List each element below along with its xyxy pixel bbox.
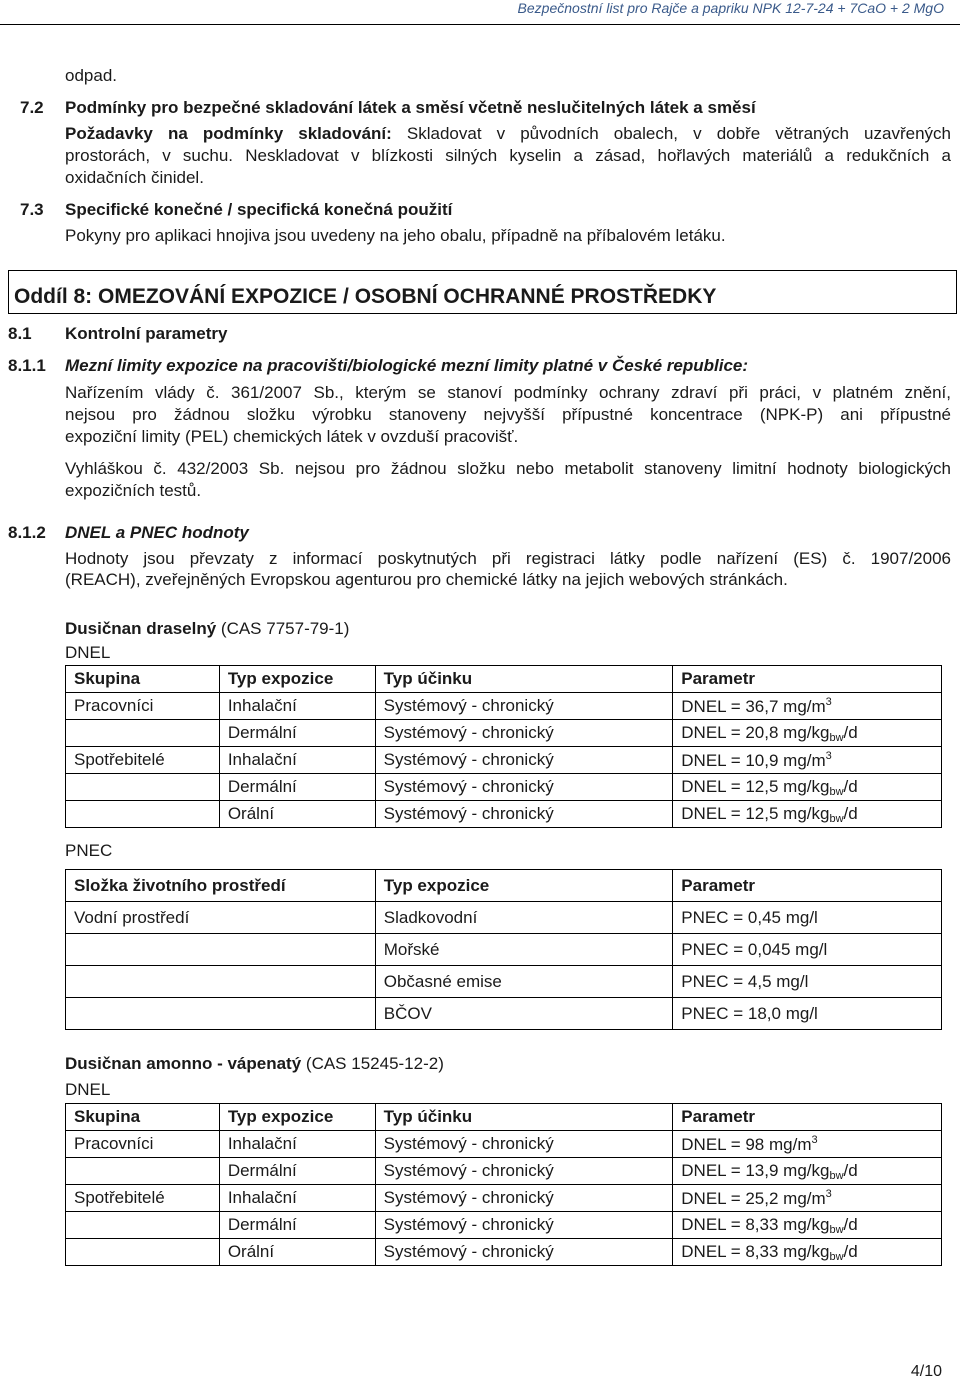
sub2-dnel-cell bbox=[673, 1185, 942, 1212]
sub1-pnec-cell: Vodní prostředí bbox=[66, 902, 376, 934]
sub1-dnel-cell: Orální bbox=[219, 801, 375, 828]
s811-p1-line1: Nařízením vlády č. 361/2007 Sb., kterým se stanoví podmínky ochrany zdraví při práci, v platném znění, bbox=[65, 383, 951, 402]
s73-title: Specifické konečné / specifická konečná použití bbox=[65, 200, 453, 219]
s72-line1 bbox=[65, 124, 951, 144]
sub1-dnel-row bbox=[66, 747, 942, 774]
s73-number: 7.3 bbox=[20, 200, 44, 219]
sub1-pnec-row bbox=[66, 934, 942, 966]
sub1-dnel-row bbox=[66, 693, 942, 720]
sub1-pnec-cell: PNEC = 18,0 mg/l bbox=[673, 998, 942, 1030]
sub1-dnel-header-cell: Typ expozice bbox=[219, 666, 375, 693]
sub1-pnec-cell bbox=[66, 966, 376, 998]
sub1-dnel-header-row bbox=[66, 666, 942, 693]
s72-line3: oxidačních činidel. bbox=[65, 168, 204, 187]
s72-req-text: Skladovat v původních obalech, v dobře větraných uzavřených bbox=[406, 124, 951, 143]
unit-subscript: bw bbox=[829, 1169, 844, 1182]
sub2-dnel-cell: Pracovníci bbox=[66, 1131, 220, 1158]
continuation-text: odpad. bbox=[65, 66, 117, 85]
unit-subscript: bw bbox=[829, 1250, 844, 1263]
sub1-pnec-row bbox=[66, 902, 942, 934]
param-value: DNEL = 12,5 mg/kg bbox=[681, 803, 830, 823]
sub2-dnel-cell bbox=[673, 1131, 942, 1158]
param-value: DNEL = 12,5 mg/kg bbox=[681, 776, 830, 796]
sub2-dnel-cell bbox=[66, 1158, 220, 1185]
sub1-pnec-cell: PNEC = 0,045 mg/l bbox=[673, 934, 942, 966]
sub1-dnel-cell: Systémový - chronický bbox=[375, 801, 673, 828]
sub2-dnel-cell bbox=[66, 1239, 220, 1266]
unit-subscript: bw bbox=[829, 785, 844, 798]
sub2-dnel-table bbox=[65, 1103, 942, 1266]
sub1-dnel-cell bbox=[66, 720, 220, 747]
s72-number: 7.2 bbox=[20, 98, 44, 117]
unit-superscript: 3 bbox=[825, 1187, 832, 1200]
sub1-pnec-cell: PNEC = 0,45 mg/l bbox=[673, 902, 942, 934]
sub2-dnel-row bbox=[66, 1158, 942, 1185]
sub2-heading bbox=[65, 1054, 444, 1074]
sub1-dnel-row bbox=[66, 801, 942, 828]
sub1-dnel-cell: Inhalační bbox=[219, 693, 375, 720]
unit-suffix: /d bbox=[843, 1160, 858, 1180]
param-value: DNEL = 8,33 mg/kg bbox=[681, 1214, 830, 1234]
sub1-dnel-cell: Dermální bbox=[219, 774, 375, 801]
s81-title: Kontrolní parametry bbox=[65, 324, 228, 343]
s72-req-label: Požadavky na podmínky skladování: bbox=[65, 124, 392, 143]
page-number: 4/10 bbox=[910, 1363, 942, 1380]
section8-title: Oddíl 8: OMEZOVÁNÍ EXPOZICE / OSOBNÍ OCHRANNÉ PROSTŘEDKY bbox=[14, 285, 717, 308]
param-value: DNEL = 20,8 mg/kg bbox=[681, 722, 830, 742]
sub1-dnel-cell: Systémový - chronický bbox=[375, 720, 673, 747]
sub1-dnel-row bbox=[66, 774, 942, 801]
sub2-dnel-header-row bbox=[66, 1104, 942, 1131]
sub1-dnel-row bbox=[66, 720, 942, 747]
sub2-dnel-cell: Systémový - chronický bbox=[375, 1131, 673, 1158]
sub2-dnel-cell: Spotřebitelé bbox=[66, 1185, 220, 1212]
sub2-dnel-row bbox=[66, 1131, 942, 1158]
sub1-dnel-cell bbox=[673, 720, 942, 747]
sub1-dnel-cell bbox=[66, 801, 220, 828]
sub1-pnec-label: PNEC bbox=[65, 841, 113, 860]
sub1-pnec-cell bbox=[66, 998, 376, 1030]
sub2-cas: (CAS 15245-12-2) bbox=[305, 1054, 444, 1073]
sub2-dnel-cell: Systémový - chronický bbox=[375, 1185, 673, 1212]
param-value: DNEL = 10,9 mg/m bbox=[681, 750, 826, 770]
sub1-pnec-header-row bbox=[66, 870, 942, 902]
sub1-pnec-cell: PNEC = 4,5 mg/l bbox=[673, 966, 942, 998]
sub2-dnel-cell bbox=[673, 1212, 942, 1239]
sub2-dnel-cell: Systémový - chronický bbox=[375, 1239, 673, 1266]
sub1-pnec-header-cell: Parametr bbox=[673, 870, 942, 902]
s812-title: DNEL a PNEC hodnoty bbox=[65, 523, 249, 542]
unit-suffix: /d bbox=[843, 776, 858, 796]
sub1-pnec-row bbox=[66, 998, 942, 1030]
sub1-heading bbox=[65, 619, 349, 639]
param-value: DNEL = 36,7 mg/m bbox=[681, 696, 826, 716]
s811-p1-line2: nejsou pro žádnou složku výrobku stanoveny nejvyšší přípustné koncentrace (NPK-P) ani přípustné bbox=[65, 405, 951, 424]
sub1-cas: (CAS 7757-79-1) bbox=[220, 619, 350, 638]
sub2-dnel-row bbox=[66, 1239, 942, 1266]
sub1-dnel-cell: Dermální bbox=[219, 720, 375, 747]
unit-subscript: bw bbox=[829, 731, 844, 744]
s73-text: Pokyny pro aplikaci hnojiva jsou uvedeny na jeho obalu, případně na příbalovém letáku. bbox=[65, 226, 726, 245]
sub1-dnel-cell bbox=[673, 774, 942, 801]
s81-number: 8.1 bbox=[8, 324, 32, 343]
s811-p2-line2: expozičních testů. bbox=[65, 481, 202, 500]
sub2-dnel-label: DNEL bbox=[65, 1080, 111, 1099]
param-value: DNEL = 8,33 mg/kg bbox=[681, 1241, 830, 1261]
unit-superscript: 3 bbox=[825, 695, 832, 708]
s72-title: Podmínky pro bezpečné skladování látek a směsí včetně neslučitelných látek a směsí bbox=[65, 98, 756, 117]
unit-suffix: /d bbox=[843, 722, 858, 742]
unit-superscript: 3 bbox=[825, 749, 832, 762]
sub2-dnel-header-cell: Parametr bbox=[673, 1104, 942, 1131]
sub2-dnel-header-cell: Typ účinku bbox=[375, 1104, 673, 1131]
sub1-dnel-cell bbox=[673, 801, 942, 828]
sub1-pnec-cell: BČOV bbox=[375, 998, 673, 1030]
s812-number: 8.1.2 bbox=[8, 523, 46, 542]
s811-number: 8.1.1 bbox=[8, 356, 46, 375]
sub2-dnel-cell: Orální bbox=[219, 1239, 375, 1266]
sub1-dnel-cell: Pracovníci bbox=[66, 693, 220, 720]
s811-p1-line3: expoziční limity (PEL) chemických látek v ovzduší pracovišť. bbox=[65, 427, 519, 446]
sub1-pnec-row bbox=[66, 966, 942, 998]
sub1-pnec-cell: Sladkovodní bbox=[375, 902, 673, 934]
s811-p2-line1: Vyhláškou č. 432/2003 Sb. nejsou pro žádnou složku nebo metabolit stanoveny limitní hodnoty biologických bbox=[65, 459, 951, 478]
s812-line1: Hodnoty jsou převzaty z informací poskytnutých při registraci látky podle nařízení (ES) č. 1907/2006 bbox=[65, 549, 951, 568]
sub1-pnec-cell: Občasné emise bbox=[375, 966, 673, 998]
sub2-dnel-cell: Systémový - chronický bbox=[375, 1158, 673, 1185]
param-value: DNEL = 98 mg/m bbox=[681, 1134, 812, 1154]
s72-line2: prostorách, v suchu. Neskladovat v blízkosti silných kyselin a zásad, hořlavých materiálů a redukčních a bbox=[65, 146, 951, 165]
unit-subscript: bw bbox=[829, 812, 844, 825]
unit-suffix: /d bbox=[843, 803, 858, 823]
sub2-dnel-header-cell: Skupina bbox=[66, 1104, 220, 1131]
sub2-dnel-cell bbox=[673, 1158, 942, 1185]
unit-superscript: 3 bbox=[811, 1133, 818, 1146]
sub1-pnec-header-cell: Složka životního prostředí bbox=[66, 870, 376, 902]
unit-suffix: /d bbox=[843, 1241, 858, 1261]
unit-suffix: /d bbox=[843, 1214, 858, 1234]
sub1-dnel-cell bbox=[673, 693, 942, 720]
sub1-dnel-cell bbox=[66, 774, 220, 801]
sub1-dnel-table bbox=[65, 665, 942, 828]
running-header: Bezpečnostní list pro Rajče a papriku NPK 12-7-24 + 7CaO + 2 MgO bbox=[517, 0, 944, 16]
sub1-pnec-cell bbox=[66, 934, 376, 966]
sub2-name: Dusičnan amonno - vápenatý bbox=[65, 1054, 302, 1073]
sub1-dnel-cell: Systémový - chronický bbox=[375, 747, 673, 774]
section8-heading-box bbox=[8, 270, 957, 314]
sub2-dnel-cell: Systémový - chronický bbox=[375, 1212, 673, 1239]
sub1-dnel-label: DNEL bbox=[65, 643, 111, 662]
sub1-dnel-cell bbox=[673, 747, 942, 774]
param-value: DNEL = 25,2 mg/m bbox=[681, 1188, 826, 1208]
sub2-dnel-cell: Dermální bbox=[219, 1212, 375, 1239]
sub2-dnel-cell: Dermální bbox=[219, 1158, 375, 1185]
param-value: DNEL = 13,9 mg/kg bbox=[681, 1160, 830, 1180]
s811-title: Mezní limity expozice na pracovišti/biologické mezní limity platné v České republice: bbox=[65, 356, 749, 375]
sub1-dnel-cell: Inhalační bbox=[219, 747, 375, 774]
sub2-dnel-row bbox=[66, 1185, 942, 1212]
sub1-dnel-header-cell: Skupina bbox=[66, 666, 220, 693]
sub2-dnel-cell bbox=[673, 1239, 942, 1266]
unit-subscript: bw bbox=[829, 1223, 844, 1236]
sub1-dnel-header-cell: Typ účinku bbox=[375, 666, 673, 693]
s812-line2: (REACH), zveřejněných Evropskou agenturou pro chemické látky na jejich webových stránkách. bbox=[65, 570, 788, 589]
sub1-pnec-cell: Mořské bbox=[375, 934, 673, 966]
sub1-dnel-cell: Systémový - chronický bbox=[375, 693, 673, 720]
sub1-dnel-cell: Systémový - chronický bbox=[375, 774, 673, 801]
header-rule bbox=[0, 24, 960, 25]
sub1-name: Dusičnan draselný bbox=[65, 619, 217, 638]
sub1-pnec-header-cell: Typ expozice bbox=[375, 870, 673, 902]
sub1-pnec-table bbox=[65, 869, 942, 1030]
sub2-dnel-cell: Inhalační bbox=[219, 1185, 375, 1212]
sub2-dnel-cell bbox=[66, 1212, 220, 1239]
sub1-dnel-header-cell: Parametr bbox=[673, 666, 942, 693]
sub1-dnel-cell: Spotřebitelé bbox=[66, 747, 220, 774]
sub2-dnel-cell: Inhalační bbox=[219, 1131, 375, 1158]
sub2-dnel-header-cell: Typ expozice bbox=[219, 1104, 375, 1131]
sub2-dnel-row bbox=[66, 1212, 942, 1239]
